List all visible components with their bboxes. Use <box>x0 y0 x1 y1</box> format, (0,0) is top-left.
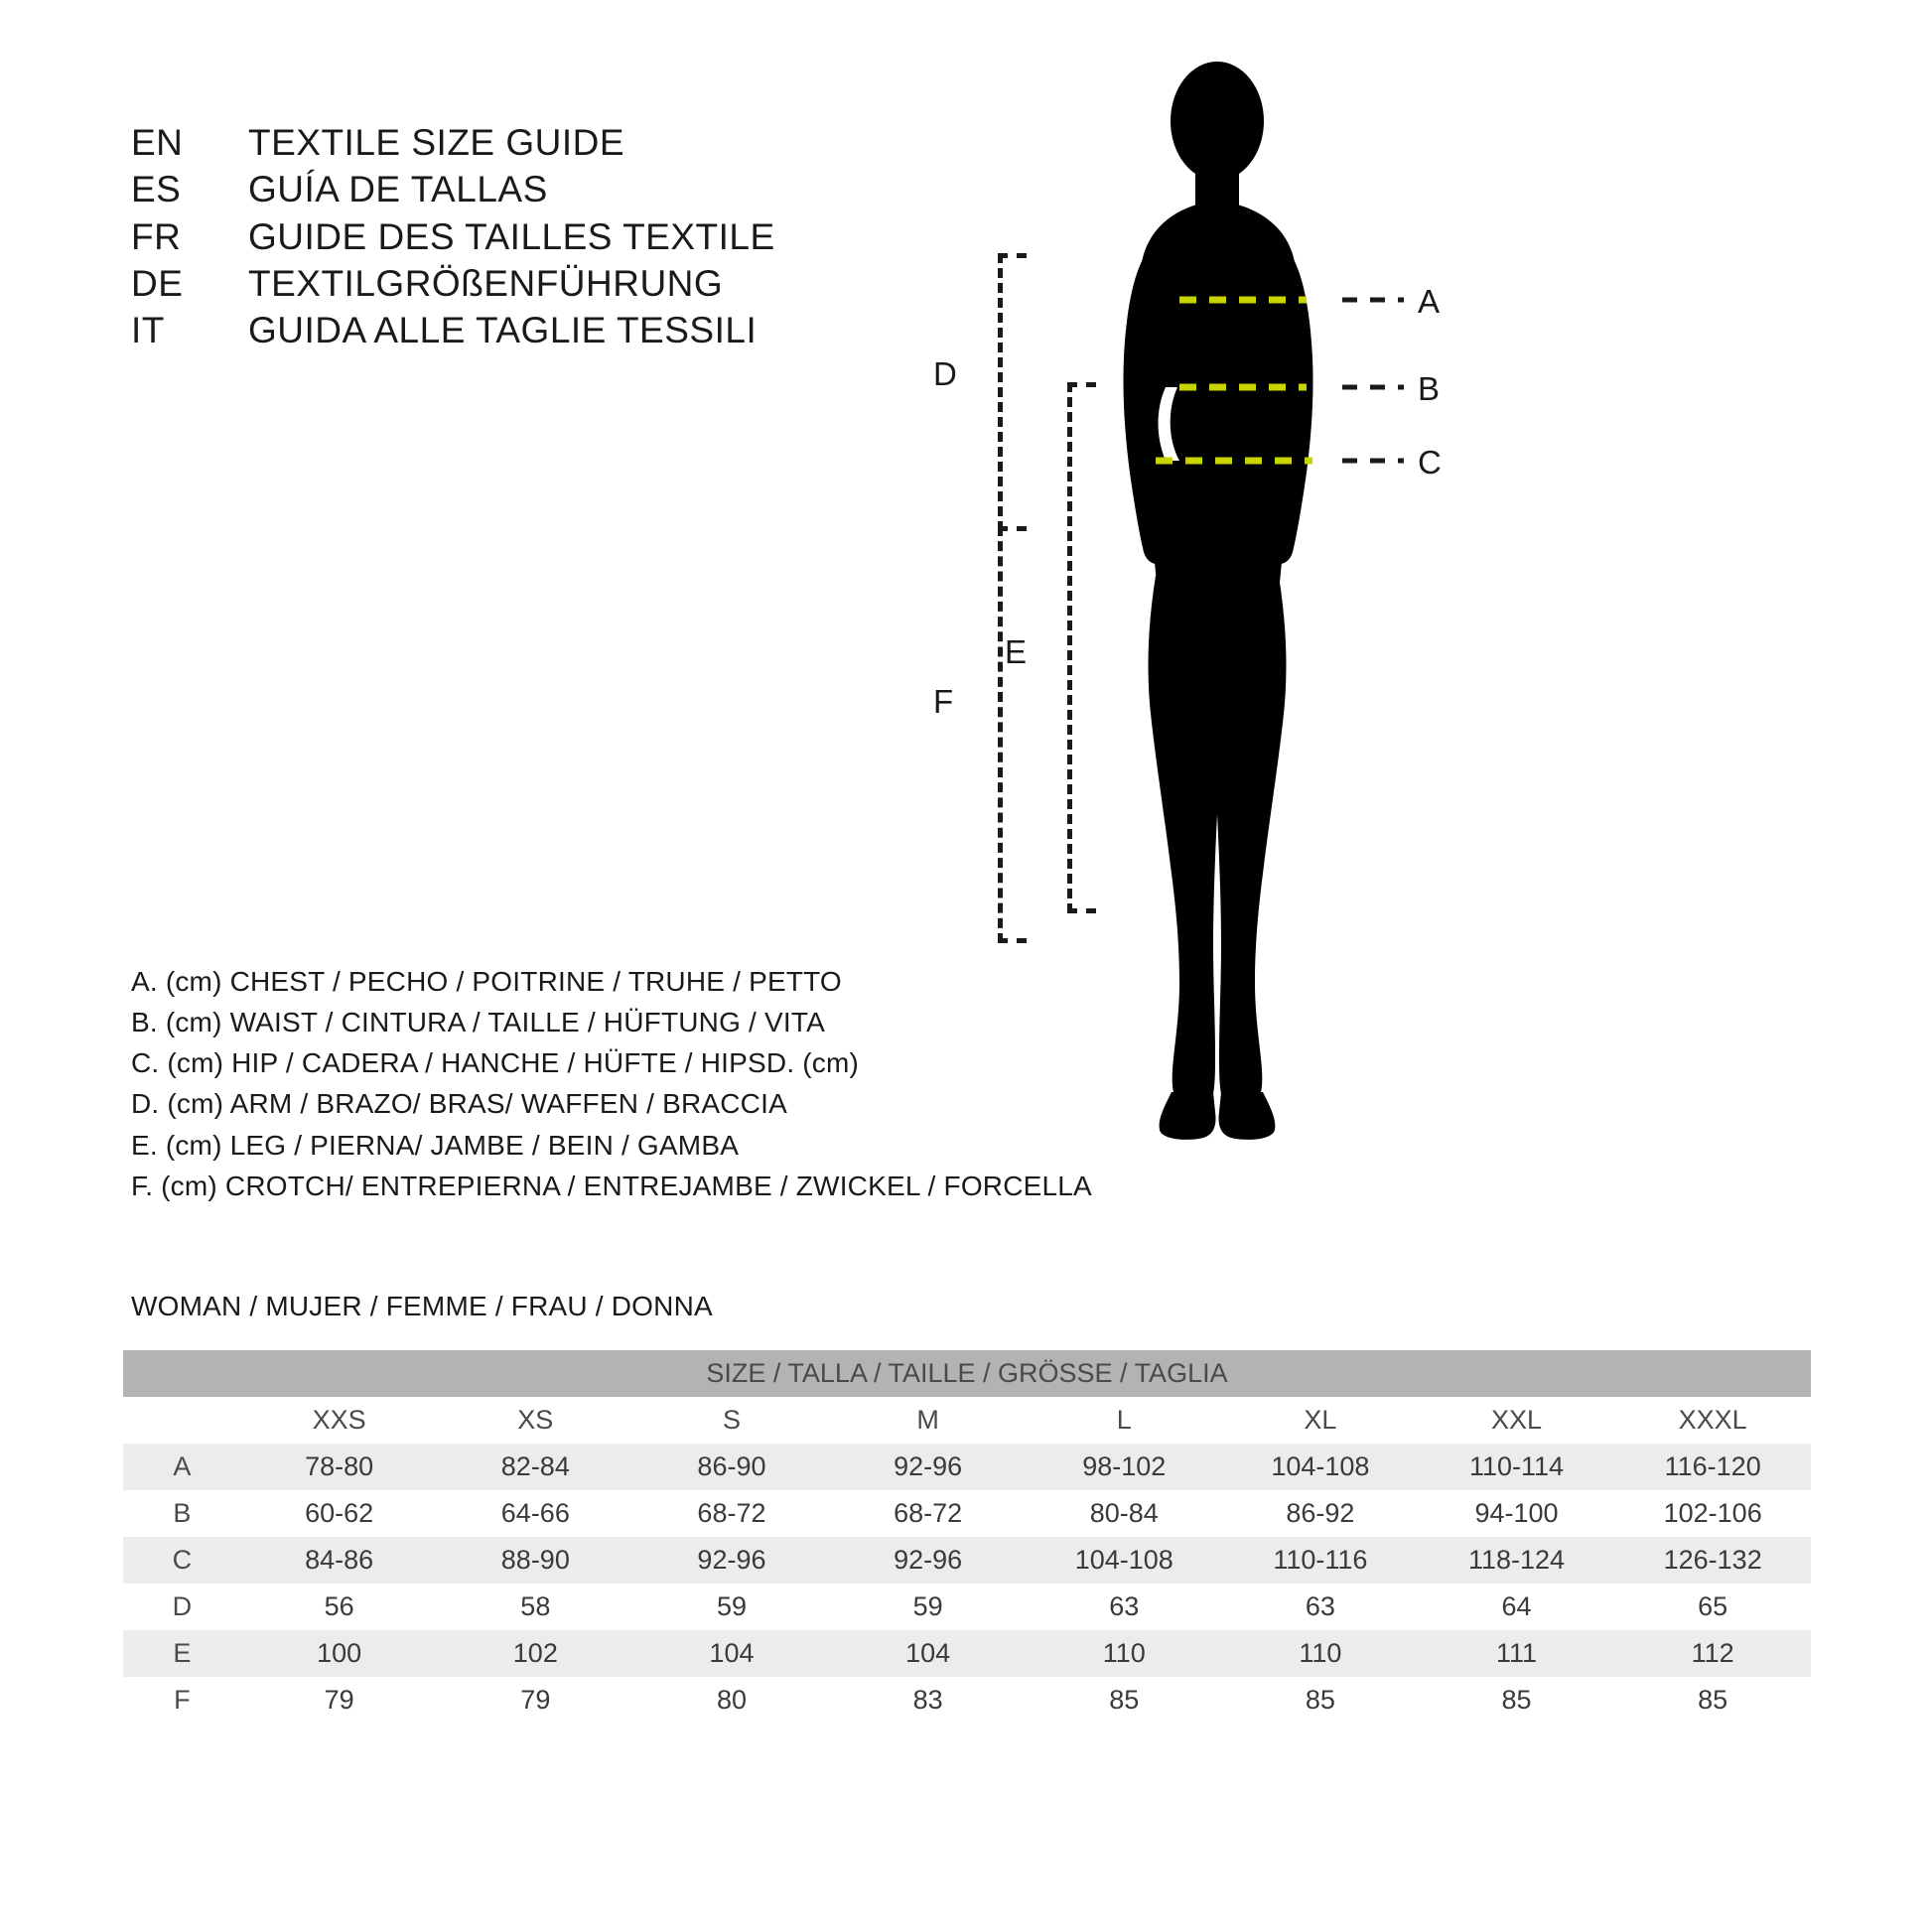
cell-e-s: 104 <box>633 1630 830 1677</box>
cell-d-m: 59 <box>830 1584 1027 1630</box>
cell-a-xxl: 110-114 <box>1419 1444 1615 1490</box>
cell-c-l: 104-108 <box>1026 1537 1222 1584</box>
title-text-de: TEXTILGRÖßENFÜHRUNG <box>248 263 724 305</box>
size-header-xxs: XXS <box>241 1397 438 1444</box>
cell-b-xs: 64-66 <box>438 1490 634 1537</box>
cell-f-xs: 79 <box>438 1677 634 1724</box>
cell-d-xs: 58 <box>438 1584 634 1630</box>
cell-b-xxl: 94-100 <box>1419 1490 1615 1537</box>
arm-bracket <box>998 253 1027 531</box>
table-row <box>123 1584 1811 1630</box>
title-lang-fr: FR <box>131 215 182 257</box>
cell-e-xs: 102 <box>438 1630 634 1677</box>
size-header-xs: XS <box>438 1397 634 1444</box>
cell-c-s: 92-96 <box>633 1537 830 1584</box>
size-header-m: M <box>830 1397 1027 1444</box>
cell-b-xxxl: 102-106 <box>1614 1490 1811 1537</box>
size-header-l: L <box>1026 1397 1222 1444</box>
cell-b-xxs: 60-62 <box>241 1490 438 1537</box>
cell-c-xxxl: 126-132 <box>1614 1537 1811 1584</box>
cell-d-s: 59 <box>633 1584 830 1630</box>
table-row <box>123 1490 1811 1537</box>
cell-a-m: 92-96 <box>830 1444 1027 1490</box>
cell-c-xxl: 118-124 <box>1419 1537 1615 1584</box>
group-label: WOMAN / MUJER / FEMME / FRAU / DONNA <box>131 1291 713 1321</box>
legend-row-c: C. (cm) HIP / CADERA / HANCHE / HÜFTE / HIPSD. (cm) <box>131 1047 860 1079</box>
size-header-s: S <box>633 1397 830 1444</box>
cell-c-xxs: 84-86 <box>241 1537 438 1584</box>
row-label-e: E <box>123 1630 241 1677</box>
cell-b-xl: 86-92 <box>1222 1490 1419 1537</box>
dimension-label-c: C <box>1418 444 1442 481</box>
table-row <box>123 1630 1811 1677</box>
cell-c-xs: 88-90 <box>438 1537 634 1584</box>
cell-f-xl: 85 <box>1222 1677 1419 1724</box>
cell-e-xl: 110 <box>1222 1630 1419 1677</box>
title-text-fr: GUIDE DES TAILLES TEXTILE <box>248 215 775 257</box>
cell-e-xxxl: 112 <box>1614 1630 1811 1677</box>
cell-c-xl: 110-116 <box>1222 1537 1419 1584</box>
title-row <box>131 260 886 307</box>
title-lang-de: DE <box>131 263 184 305</box>
cell-a-xl: 104-108 <box>1222 1444 1419 1490</box>
cell-d-xxs: 56 <box>241 1584 438 1630</box>
dimension-label-e: E <box>1005 633 1028 670</box>
cell-d-l: 63 <box>1026 1584 1222 1630</box>
legend-row-e: E. (cm) LEG / PIERNA/ JAMBE / BEIN / GAMBA <box>131 1129 740 1161</box>
dimension-label-d: D <box>933 355 957 392</box>
cell-f-xxxl: 85 <box>1614 1677 1811 1724</box>
leg-bracket <box>1067 382 1096 913</box>
cell-b-l: 80-84 <box>1026 1490 1222 1537</box>
cell-a-xs: 82-84 <box>438 1444 634 1490</box>
table-row <box>123 1444 1811 1490</box>
row-label-c: C <box>123 1537 241 1584</box>
title-row <box>131 119 886 166</box>
cell-f-xxs: 79 <box>241 1677 438 1724</box>
measurement-legend <box>131 961 1183 1206</box>
title-text-en: TEXTILE SIZE GUIDE <box>248 122 625 163</box>
size-table <box>123 1350 1811 1724</box>
size-header-xxl: XXL <box>1419 1397 1615 1444</box>
cell-f-m: 83 <box>830 1677 1027 1724</box>
table-row <box>123 1677 1811 1724</box>
title-row <box>131 307 886 353</box>
cell-a-xxs: 78-80 <box>241 1444 438 1490</box>
table-header-band <box>123 1350 1811 1397</box>
title-row <box>131 166 886 212</box>
cell-f-l: 85 <box>1026 1677 1222 1724</box>
dimension-label-f: F <box>933 683 954 720</box>
dimension-label-b: B <box>1418 370 1441 407</box>
size-table-wrap <box>123 1350 1811 1724</box>
cell-b-m: 68-72 <box>830 1490 1027 1537</box>
body-measurement-figure <box>933 60 1916 1271</box>
row-label-f: F <box>123 1677 241 1724</box>
row-label-a: A <box>123 1444 241 1490</box>
crotch-bracket <box>998 526 1027 943</box>
cell-a-l: 98-102 <box>1026 1444 1222 1490</box>
title-text-it: GUIDA ALLE TAGLIE TESSILI <box>248 310 758 351</box>
cell-b-s: 68-72 <box>633 1490 830 1537</box>
figure-svg <box>1122 60 1916 1271</box>
cell-e-xxl: 111 <box>1419 1630 1615 1677</box>
title-text-es: GUÍA DE TALLAS <box>248 169 548 210</box>
cell-d-xl: 63 <box>1222 1584 1419 1630</box>
row-label-b: B <box>123 1490 241 1537</box>
legend-row-b: B. (cm) WAIST / CINTURA / TAILLE / HÜFTUNG / VITA <box>131 1007 825 1038</box>
table-row-size-headers <box>123 1397 1811 1444</box>
legend-row-d: D. (cm) ARM / BRAZO/ BRAS/ WAFFEN / BRACCIA <box>131 1088 787 1120</box>
dimension-label-a: A <box>1418 283 1441 320</box>
cell-a-xxxl: 116-120 <box>1614 1444 1811 1490</box>
cell-e-xxs: 100 <box>241 1630 438 1677</box>
title-lang-en: EN <box>131 122 184 163</box>
cell-e-l: 110 <box>1026 1630 1222 1677</box>
cell-d-xxxl: 65 <box>1614 1584 1811 1630</box>
cell-a-s: 86-90 <box>633 1444 830 1490</box>
legend-row-a: A. (cm) CHEST / PECHO / POITRINE / TRUHE / PETTO <box>131 966 842 997</box>
title-lang-it: IT <box>131 310 165 351</box>
cell-f-s: 80 <box>633 1677 830 1724</box>
size-header-xl: XL <box>1222 1397 1419 1444</box>
row-label-d: D <box>123 1584 241 1630</box>
title-row <box>131 213 886 260</box>
size-header-corner <box>123 1397 241 1444</box>
cell-c-m: 92-96 <box>830 1537 1027 1584</box>
size-header-xxxl: XXXL <box>1614 1397 1811 1444</box>
cell-d-xxl: 64 <box>1419 1584 1615 1630</box>
title-block <box>131 119 886 354</box>
table-row <box>123 1537 1811 1584</box>
cell-f-xxl: 85 <box>1419 1677 1615 1724</box>
legend-row-f: F. (cm) CROTCH/ ENTREPIERNA / ENTREJAMBE / ZWICKEL / FORCELLA <box>131 1170 1092 1201</box>
table-header-band-label: SIZE / TALLA / TAILLE / GRÖSSE / TAGLIA <box>123 1350 1811 1397</box>
cell-e-m: 104 <box>830 1630 1027 1677</box>
title-lang-es: ES <box>131 169 182 210</box>
